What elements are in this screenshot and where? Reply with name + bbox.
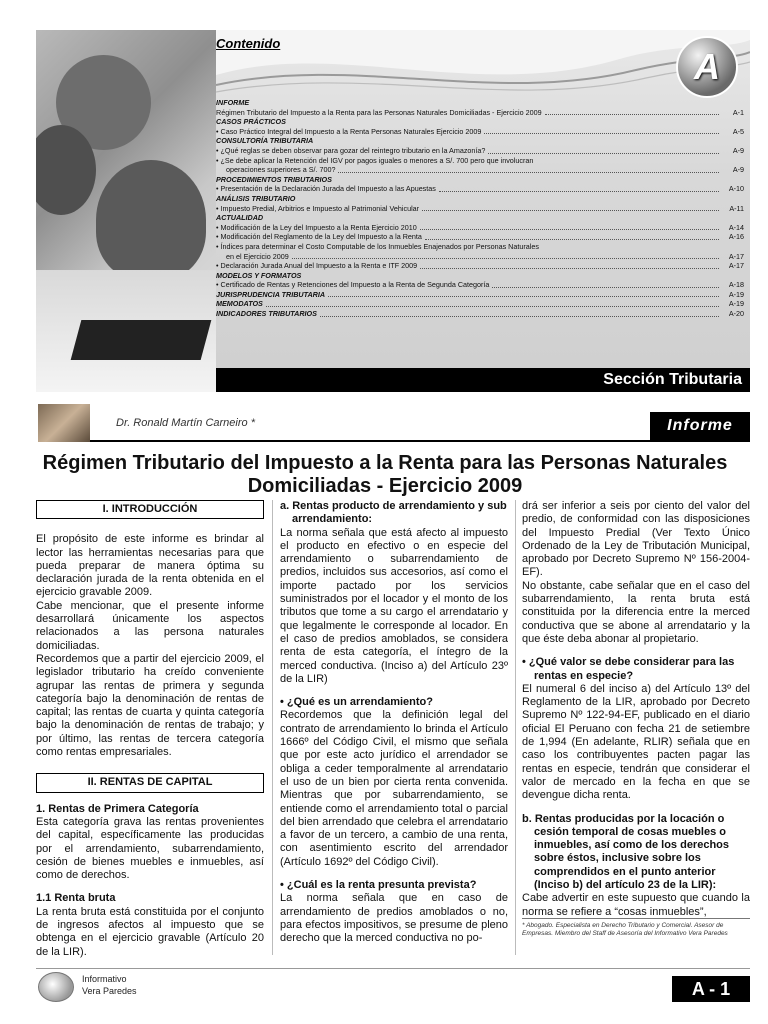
toc-entry-text: Régimen Tributario del Impuesto a la Renta para las Personas Naturales Domiciliadas - Ejercicio 2009 xyxy=(216,107,542,117)
paragraph: Cabe advertir en este supuesto que cuando la norma se refiere a “cosas inmuebles”, xyxy=(522,892,750,918)
column-2 xyxy=(280,500,508,946)
divider xyxy=(90,440,750,442)
footer-divider xyxy=(36,968,750,969)
toc-entry[interactable] xyxy=(216,252,744,262)
question-heading: • ¿Cuál es la renta presunta prevista? xyxy=(280,879,477,892)
toc-page-number: A-14 xyxy=(728,222,744,232)
toc-entry[interactable] xyxy=(216,127,744,137)
toc-section-title: CASOS PRÁCTICOS xyxy=(216,117,286,127)
toc-page-number: A-16 xyxy=(728,232,744,242)
toc-entry[interactable] xyxy=(216,156,744,166)
toc-section-title: PROCEDIMIENTOS TRIBUTARIOS xyxy=(216,174,332,184)
paragraph: El propósito de este informe es brindar al lector las herramientas necesarias para que pueda preparar de manera óptima su declaración jurada de la renta obtenida en el ejercicio gravable 2009. xyxy=(36,533,264,599)
publisher-logo-icon xyxy=(38,972,74,1002)
subheading: b. Rentas producidas por la locación o cesión temporal de cosas muebles o inmuebles, así como de los derechos sobre éstos, inclusive sobre los comprendidos en el punto anterior (Inciso b) del artículo 23 de la LIR): xyxy=(522,812,730,892)
toc-entry[interactable] xyxy=(216,280,744,290)
header-photo xyxy=(36,30,216,392)
toc-entry[interactable] xyxy=(216,204,744,214)
header-swoosh xyxy=(216,30,750,100)
article-title: Régimen Tributario del Impuesto a la Renta para las Personas Naturales Domiciliadas - Ejercicio 2009 xyxy=(42,452,728,497)
header-block xyxy=(36,30,750,392)
toc-entry[interactable] xyxy=(216,290,744,300)
question-heading: • ¿Qué es un arrendamiento? xyxy=(280,696,433,709)
logo-a-icon: A xyxy=(676,36,738,98)
toc-entry[interactable] xyxy=(216,299,744,309)
toc-entry-text: operaciones superiores a S/. 700? xyxy=(226,165,336,175)
toc-leader xyxy=(439,191,719,192)
toc-leader xyxy=(492,287,719,288)
toc-entry-text: en el Ejercicio 2009 xyxy=(226,251,289,261)
publisher-line-1: Informativo xyxy=(82,974,127,984)
toc-entry-text: • Impuesto Predial, Arbitrios e Impuesto al Patrimonial Vehicular xyxy=(216,203,420,213)
subheading: a. Rentas producto de arrendamiento y sub arrendamiento: xyxy=(280,500,507,526)
footnote: * Abogado. Especialista en Derecho Tributario y Comercial. Asesor de Empresas. Miembro del Staff de Asesoría del Informativo Vera Paredes xyxy=(522,918,750,938)
page-number: A - 1 xyxy=(672,976,750,1002)
paragraph: No obstante, cabe señalar que en el caso del subarrendamiento, la renta bruta está constituida por la diferencia entre la merced conductiva que se abone al arrendatario y la que éste deba abonar al propietario. xyxy=(522,579,750,645)
toc-entry-text: • ¿Se debe aplicar la Retención del IGV por pagos iguales o menores a S/. 700 pero que involucran xyxy=(216,155,534,165)
toc-entry-text: • ¿Qué reglas se deben observar para gozar del reintegro tributario en la Amazonía? xyxy=(216,145,486,155)
toc-section-title: CONSULTORÍA TRIBUTARIA xyxy=(216,136,314,146)
paragraph: La norma señala que está afecto al impuesto el producto en efectivo o en especie del arrendamiento o subarrendamiento de predios, incluidos sus accesorios, así como el importe pactado por los servicios suministrados por el locador y el monto de los tributos que tome a su cargo el arrendatario y que legalmente le corresponde al locador. En el caso de predios amoblados, se considera renta de esta categoría, el íntegro de la merced conductiva. (Inciso a) del Artículo 23º de la LIR) xyxy=(280,526,508,685)
toc-leader xyxy=(420,268,719,269)
toc-page-number: A-19 xyxy=(728,299,744,309)
toc-section-title: ACTUALIDAD xyxy=(216,213,264,223)
toc-section-title: INFORME xyxy=(216,98,250,107)
toc-entry-text: • Caso Práctico Integral del Impuesto a la Renta Personas Naturales Ejercicio 2009 xyxy=(216,126,482,136)
toc-section-title: ANÁLISIS TRIBUTARIO xyxy=(216,193,296,203)
paragraph: La renta bruta está constituida por el conjunto de ingresos afectos al impuesto que se obtenga en el ejercicio gravable (Artículo 20 de la LIR). xyxy=(36,905,264,958)
toc-entry-text: • Declaración Jurada Anual del Impuesto a la Renta e ITF 2009 xyxy=(216,261,418,271)
subheading: 1. Rentas de Primera Categoría xyxy=(36,802,199,815)
toc-entry[interactable] xyxy=(216,309,744,319)
paragraph: Recordemos que a partir del ejercicio 2009, el legislador tributario ha creído conveniente agrupar las rentas de primera y segunda categoría bajo la denominación de rentas de capital; las rentas de cuarta y quinta categoría bajo la denominación de rentas de trabajo; y por último, las rentas de tercera categoría como rentas empresariales. xyxy=(36,652,264,759)
paragraph: Cabe mencionar, que el presente informe desarrollará únicamente los aspectos relacionados a las persona naturales domiciliadas. xyxy=(36,599,264,652)
toc-page-number: A-1 xyxy=(732,107,744,117)
contents-heading: Contenido xyxy=(216,36,281,51)
paragraph: drá ser inferior a seis por ciento del valor del predio, de conformidad con las disposiciones del Impuesto Predial (Ver Texto Único Ordenado de la Ley de Tributación Municipal, aprobado por Decreto Supremo Nº 156-2004-EF). xyxy=(522,500,750,579)
toc-entry-text: MEMODATOS xyxy=(216,299,263,309)
toc-entry[interactable] xyxy=(216,108,744,118)
toc-leader xyxy=(422,210,719,211)
paragraph: La norma señala que en caso de arrendamiento de predios amoblados o no, para efectos impositivos, se presume de pleno derecho que la merced conductiva no po- xyxy=(280,892,508,945)
toc-leader xyxy=(338,172,719,173)
section-bar: Sección Tributaria xyxy=(216,368,750,392)
toc-page-number: A-9 xyxy=(732,145,744,155)
column-divider xyxy=(272,500,273,955)
toc-entry-text: • Certificado de Rentas y Retenciones del Impuesto a la Renta de Segunda Categoría xyxy=(216,280,490,290)
toc-entry-text: INDICADORES TRIBUTARIOS xyxy=(216,309,317,319)
column-1 xyxy=(36,500,264,959)
toc-entry-text: JURISPRUDENCIA TRIBUTARIA xyxy=(216,289,326,299)
toc-leader xyxy=(488,153,719,154)
toc-leader xyxy=(292,258,719,259)
publisher-line-2: Vera Paredes xyxy=(82,986,137,996)
toc-leader xyxy=(545,114,719,115)
table-of-contents xyxy=(216,98,744,319)
toc-entry-text: • Modificación del Reglamento de la Ley del Impuesto a la Renta xyxy=(216,232,422,242)
toc-page-number: A-5 xyxy=(732,126,744,136)
toc-entry-text: • Índices para determinar el Costo Computable de los Inmuebles Enajenados por Personas Naturales xyxy=(216,241,539,251)
subheading: 1.1 Renta bruta xyxy=(36,892,116,905)
toc-leader xyxy=(484,133,719,134)
toc-leader xyxy=(420,229,719,230)
section-heading-capital: II. RENTAS DE CAPITAL xyxy=(36,773,264,792)
toc-entry[interactable] xyxy=(216,165,744,175)
column-3 xyxy=(522,500,750,919)
toc-entry-text: • Modificación de la Ley del Impuesto a la Renta Ejercicio 2010 xyxy=(216,222,417,232)
question-heading: • ¿Qué valor se debe considerar para las rentas en especie? xyxy=(522,656,735,682)
paragraph: Recordemos que la definición legal del contrato de arrendamiento lo brinda el Artículo 1666º del Código Civil, el mismo que señala que por este acto jurídico el arrendador se obliga a ceder temporalmente al arrendatario el uso de un bien por cierta renta convenida. Mientras que por subarrendamiento, se entiende como el arrendamiento total o parcial del bien arrendado que celebra el arrendatario a favor de un tercero, a cambio de una renta, con asentimiento escrito del arrendador (Artículo 1692º del Código Civil). xyxy=(280,709,508,868)
toc-page-number: A-18 xyxy=(728,280,744,290)
toc-entry-text: • Presentación de la Declaración Jurada del Impuesto a las Apuestas xyxy=(216,184,436,194)
toc-page-number: A-17 xyxy=(728,261,744,271)
toc-leader xyxy=(328,296,719,297)
toc-entry[interactable] xyxy=(216,146,744,156)
toc-entry[interactable] xyxy=(216,184,744,194)
toc-entry[interactable] xyxy=(216,242,744,252)
paragraph: El numeral 6 del inciso a) del Artículo 13º del Reglamento de la LIR, aprobado por Decreto Supremo Nº 122-94-EF, publicado en el diario oficial El Peruano con fecha 21 de setiembre de 1,994 (En adelante, RLIR) señala que en caso los contribuyentes pacten pagar las rentas en especie, tendrán que considerar el valor de mercado en la fecha en que se devengue dicha renta. xyxy=(522,682,750,802)
toc-leader xyxy=(266,306,719,307)
toc-section-title: MODELOS Y FORMATOS xyxy=(216,270,302,280)
section-tag: Informe xyxy=(650,412,750,440)
toc-page-number: A-19 xyxy=(728,289,744,299)
toc-entry[interactable] xyxy=(216,223,744,233)
toc-page-number: A-20 xyxy=(728,309,744,319)
toc-leader xyxy=(320,316,719,317)
author-name: Dr. Ronald Martín Carneiro * xyxy=(116,417,255,429)
toc-page-number: A-11 xyxy=(729,203,744,213)
author-photo xyxy=(38,404,90,442)
toc-page-number: A-17 xyxy=(728,251,744,261)
publisher-name xyxy=(82,973,137,997)
toc-entry[interactable] xyxy=(216,261,744,271)
toc-page-number: A-9 xyxy=(732,165,744,175)
toc-entry[interactable] xyxy=(216,232,744,242)
column-divider xyxy=(515,500,516,955)
toc-page-number: A-10 xyxy=(728,184,744,194)
toc-leader xyxy=(425,239,719,240)
paragraph: Esta categoría grava las rentas provenientes del capital, específicamente las producidas por el arrendamiento, subarrendamiento, cesión de bienes muebles e inmuebles, así como de derechos. xyxy=(36,815,264,882)
section-heading-intro: I. INTRODUCCIÓN xyxy=(36,500,264,519)
